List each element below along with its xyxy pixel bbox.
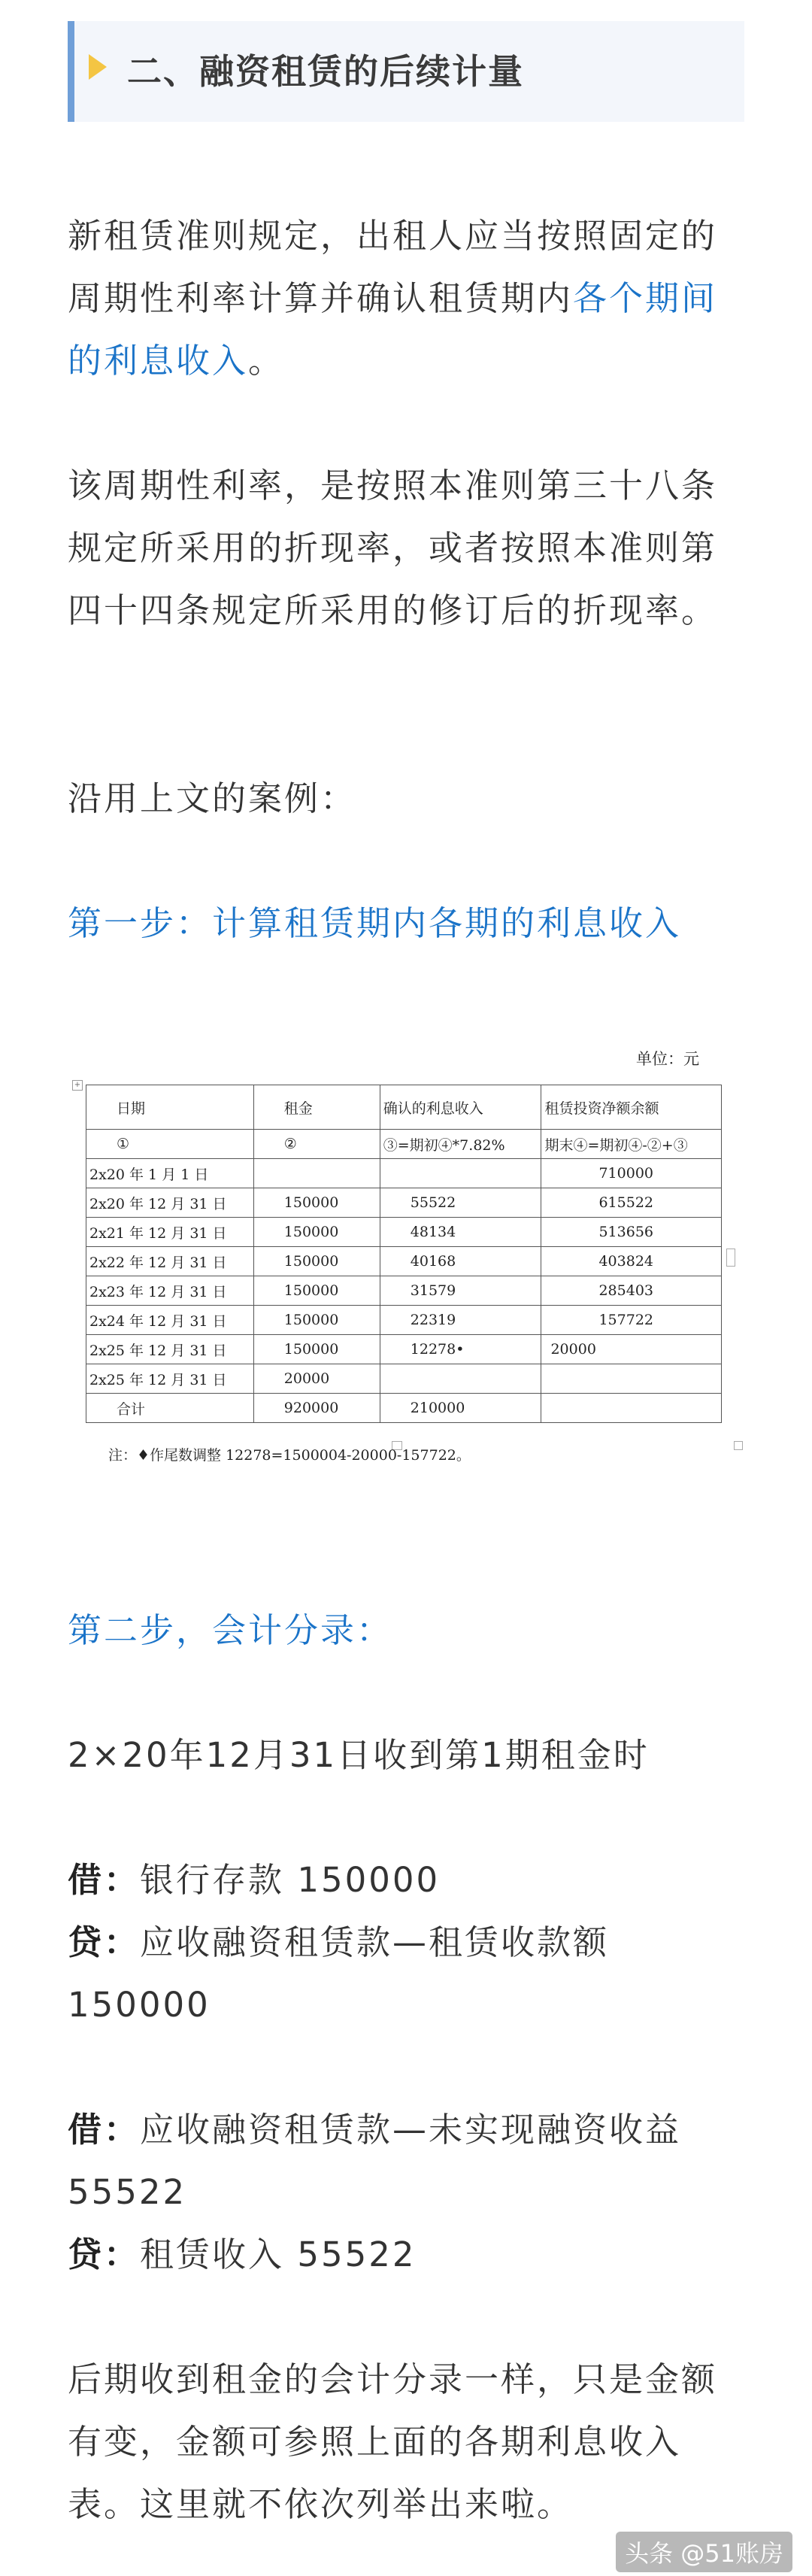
journal-entry-2 <box>68 2098 744 2286</box>
table-cell <box>541 1364 722 1394</box>
subheader-cell: ① <box>86 1130 254 1159</box>
section-title: 二、融资租赁的后续计量 <box>127 51 524 92</box>
table-cell: 150000 <box>253 1188 380 1218</box>
table-cell <box>253 1159 380 1188</box>
paragraph-rate-rule-text: 新租赁准则规定，出租人应当按照固定的周期性利率计算并确认租赁期内 <box>68 216 718 318</box>
table-cell: 20000 <box>541 1335 722 1364</box>
table-cell: 150000 <box>253 1218 380 1247</box>
debit-text: 应收融资租赁款—未实现融资收益 55522 <box>68 2110 682 2212</box>
table-row <box>86 1188 722 1218</box>
subheader-cell: ③=期初④*7.82% <box>380 1130 541 1159</box>
table-unit: 单位：元 <box>636 1050 699 1068</box>
table-cell: 2x25 年 12 月 31 日 <box>86 1335 254 1364</box>
header-balance: 租赁投资净额余额 <box>541 1085 722 1130</box>
paragraph-rate-rule <box>68 205 744 392</box>
paragraph-case-intro: 沿用上文的案例： <box>68 778 357 818</box>
table-row <box>86 1218 722 1247</box>
table-note: 注：♦作尾数调整 12278=1500004-20000-157722。 <box>108 1447 471 1464</box>
paragraph-first-payment: 2×20年12月31日收到第1期租金时 <box>68 1735 650 1775</box>
header-rent: 租金 <box>253 1085 380 1130</box>
watermark: 头条 @51账房 <box>616 2532 792 2572</box>
table-cell <box>380 1364 541 1394</box>
interest-income-table <box>86 1085 722 1423</box>
table-cell: 615522 <box>541 1188 722 1218</box>
table-header-row <box>86 1085 722 1130</box>
total-label: 合计 <box>86 1394 254 1423</box>
table-cell: 31579 <box>380 1276 541 1306</box>
credit-text: 租赁收入 55522 <box>140 2235 417 2274</box>
table-cell: 2x25 年 12 月 31 日 <box>86 1364 254 1394</box>
table-corner-handle-icon <box>734 1441 743 1450</box>
table-cell: 2x21 年 12 月 31 日 <box>86 1218 254 1247</box>
journal-entry-1 <box>68 1849 744 2036</box>
table-total-row <box>86 1394 722 1423</box>
table-cell: 710000 <box>541 1159 722 1188</box>
table-cell: 2x24 年 12 月 31 日 <box>86 1306 254 1335</box>
header-date: 日期 <box>86 1085 254 1130</box>
paragraph-rate-definition: 该周期性利率，是按照本准则第三十八条规定所采用的折现率，或者按照本准则第四十四条规定所采用的修订后的折现率。 <box>68 466 718 630</box>
table-cell: 40168 <box>380 1247 541 1276</box>
table-row <box>86 1306 722 1335</box>
table-cell: 157722 <box>541 1306 722 1335</box>
paragraph-rate-rule-tail: 。 <box>248 341 285 381</box>
table-cell: 150000 <box>253 1276 380 1306</box>
table-row <box>86 1159 722 1188</box>
header-interest: 确认的利息收入 <box>380 1085 541 1130</box>
table-cell: 403824 <box>541 1247 722 1276</box>
total-rent: 920000 <box>253 1394 380 1423</box>
table-cell: 20000 <box>253 1364 380 1394</box>
table-row <box>86 1364 722 1394</box>
table-move-handle-icon: + <box>72 1080 83 1091</box>
table-resize-handle-icon <box>726 1249 735 1267</box>
table-cell: 48134 <box>380 1218 541 1247</box>
debit-label: 借： <box>68 2110 141 2150</box>
table-row <box>86 1335 722 1364</box>
table-cell: 55522 <box>380 1188 541 1218</box>
step-two-heading: 第二步，会计分录： <box>68 1610 393 1650</box>
table-cell: 2x22 年 12 月 31 日 <box>86 1247 254 1276</box>
table-cell: 150000 <box>253 1335 380 1364</box>
total-balance <box>541 1394 722 1423</box>
debit-label: 借： <box>68 1860 141 1900</box>
table-row <box>86 1247 722 1276</box>
table-cell: 2x20 年 12 月 31 日 <box>86 1188 254 1218</box>
table-cell: 2x23 年 12 月 31 日 <box>86 1276 254 1306</box>
subheader-cell: 期末④=期初④-②+③ <box>541 1130 722 1159</box>
credit-text: 应收融资租赁款—租赁收款额 150000 <box>68 1922 610 2025</box>
table-cell: 513656 <box>541 1218 722 1247</box>
interest-income-table-image <box>72 1045 743 1470</box>
table-cell: 150000 <box>253 1306 380 1335</box>
interest-income-link[interactable]: 各个期间的利息收入 <box>68 278 718 381</box>
credit-label: 贷： <box>68 2235 141 2274</box>
debit-text: 银行存款 150000 <box>140 1860 441 1900</box>
table-cell: 22319 <box>380 1306 541 1335</box>
table-cell: 12278• <box>380 1335 541 1364</box>
table-cell: 285403 <box>541 1276 722 1306</box>
table-row <box>86 1276 722 1306</box>
table-cell <box>380 1159 541 1188</box>
table-cell: 150000 <box>253 1247 380 1276</box>
total-interest: 210000 <box>380 1394 541 1423</box>
step-one-heading: 第一步：计算租赁期内各期的利息收入 <box>68 903 682 943</box>
table-cell: 2x20 年 1 月 1 日 <box>86 1159 254 1188</box>
subheader-cell: ② <box>253 1130 380 1159</box>
paragraph-closing: 后期收到租金的会计分录一样，只是金额有变，金额可参照上面的各期利息收入表。这里就不依次列举出来啦。 <box>68 2359 718 2524</box>
section-header <box>68 21 744 122</box>
triangle-marker-icon <box>89 54 107 80</box>
credit-label: 贷： <box>68 1922 141 1962</box>
table-subheader-row <box>86 1130 722 1159</box>
